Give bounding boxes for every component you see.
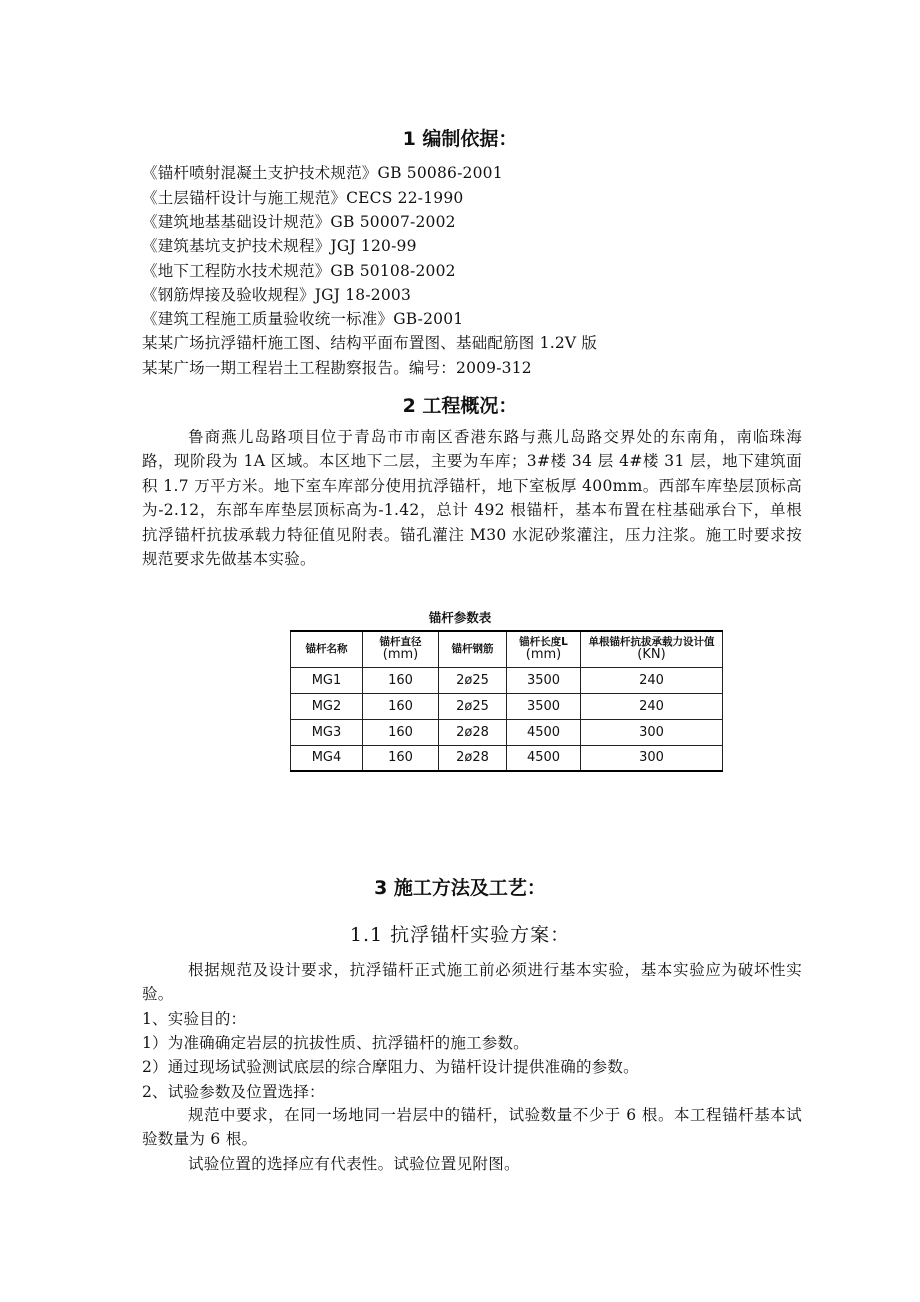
table-header-row bbox=[291, 631, 723, 667]
reference-item: 《建筑基坑支护技术规程》JGJ 120-99 bbox=[142, 237, 417, 255]
cell-length: 3500 bbox=[507, 693, 581, 719]
cell-rebar: 2ø25 bbox=[439, 667, 507, 693]
cell-length: 3500 bbox=[507, 667, 581, 693]
section-3-heading: 3 施工方法及工艺： bbox=[374, 877, 546, 899]
table-row bbox=[291, 719, 723, 745]
cell-diameter: 160 bbox=[363, 745, 439, 771]
header-capacity: 单根锚杆抗拔承载力设计值 (KN) bbox=[581, 631, 723, 667]
cell-rebar: 2ø28 bbox=[439, 719, 507, 745]
reference-item: 《建筑工程施工质量验收统一标准》GB-2001 bbox=[142, 310, 464, 328]
subsection-heading: 1.1 抗浮锚杆实验方案： bbox=[349, 924, 571, 946]
params-title: 2、试验参数及位置选择： bbox=[142, 1083, 325, 1101]
cell-capacity: 240 bbox=[581, 667, 723, 693]
cell-length: 4500 bbox=[507, 745, 581, 771]
anchor-parameter-table bbox=[290, 630, 723, 772]
header-name: 锚杆名称 bbox=[291, 631, 363, 667]
cell-diameter: 160 bbox=[363, 693, 439, 719]
cell-capacity: 300 bbox=[581, 719, 723, 745]
reference-item: 某某广场一期工程岩土工程勘察报告。编号：2009-312 bbox=[142, 359, 532, 377]
table-title: 锚杆参数表 bbox=[428, 610, 492, 625]
purpose-title: 1、实验目的： bbox=[142, 1010, 247, 1028]
header-diameter: 锚杆直径 (mm) bbox=[363, 631, 439, 667]
intro-paragraph: 根据规范及设计要求，抗浮锚杆正式施工前必须进行基本实验，基本实验应为破坏性实验。 bbox=[142, 961, 802, 1004]
header-rebar: 锚杆钢筋 bbox=[439, 631, 507, 667]
table-row bbox=[291, 667, 723, 693]
cell-name: MG2 bbox=[291, 693, 363, 719]
reference-item: 某某广场抗浮锚杆施工图、结构平面布置图、基础配筋图 1.2V 版 bbox=[142, 334, 598, 352]
cell-capacity: 240 bbox=[581, 693, 723, 719]
cell-rebar: 2ø25 bbox=[439, 693, 507, 719]
reference-item: 《钢筋焊接及验收规程》JGJ 18-2003 bbox=[142, 286, 412, 304]
cell-diameter: 160 bbox=[363, 667, 439, 693]
reference-item: 《锚杆喷射混凝土支护技术规范》GB 50086-2001 bbox=[142, 164, 503, 182]
cell-name: MG3 bbox=[291, 719, 363, 745]
cell-capacity: 300 bbox=[581, 745, 723, 771]
location-paragraph: 试验位置的选择应有代表性。试验位置见附图。 bbox=[188, 1155, 520, 1173]
reference-item: 《土层锚杆设计与施工规范》CECS 22-1990 bbox=[142, 189, 464, 207]
table-row bbox=[291, 745, 723, 771]
project-overview-paragraph: 鲁商燕儿岛路项目位于青岛市市南区香港东路与燕儿岛路交界处的东南角，南临珠海路，现阶段为 1A 区域。本区地下二层，主要为车库；3#楼 34 层 4#楼 31 层，地下建筑面积 1.7 万平方米。地下室车库部分使用抗浮锚杆，地下室板厚 400mm。西部车库垫层顶标高为-2.12，东部车库垫层顶标高为-1.42，总计 492 根锚杆，基本布置在柱基础承台下，单根抗浮锚杆抗拔承载力特征值见附表。锚孔灌注 M30 水泥砂浆灌注，压力注浆。施工时要求按规范要求先做基本实验。 bbox=[142, 428, 802, 569]
section-1-heading: 1 编制依据： bbox=[402, 128, 518, 150]
params-paragraph: 规范中要求，在同一场地同一岩层中的锚杆，试验数量不少于 6 根。本工程锚杆基本试验数量为 6 根。 bbox=[142, 1106, 802, 1149]
cell-diameter: 160 bbox=[363, 719, 439, 745]
cell-length: 4500 bbox=[507, 719, 581, 745]
reference-item: 《地下工程防水技术规范》GB 50108-2002 bbox=[142, 262, 456, 280]
cell-rebar: 2ø28 bbox=[439, 745, 507, 771]
purpose-item-2: 2）通过现场试验测试底层的综合摩阻力、为锚杆设计提供准确的参数。 bbox=[142, 1058, 639, 1076]
cell-name: MG1 bbox=[291, 667, 363, 693]
purpose-item-1: 1）为准确确定岩层的抗拔性质、抗浮锚杆的施工参数。 bbox=[142, 1034, 529, 1052]
table-row bbox=[291, 693, 723, 719]
section-2-heading: 2 工程概况： bbox=[402, 395, 518, 417]
header-length: 锚杆长度L (mm) bbox=[507, 631, 581, 667]
cell-name: MG4 bbox=[291, 745, 363, 771]
reference-item: 《建筑地基基础设计规范》GB 50007-2002 bbox=[142, 213, 456, 231]
